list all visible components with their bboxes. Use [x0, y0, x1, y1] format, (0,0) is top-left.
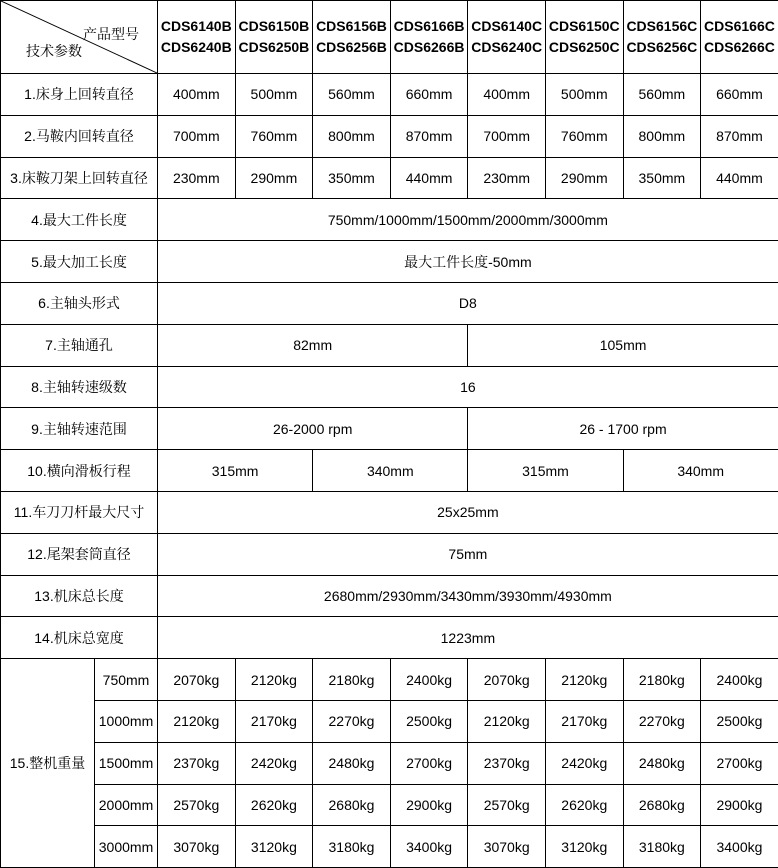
model-name: CDS6156C [624, 16, 701, 37]
weight-value: 2480kg [623, 742, 701, 784]
model-name: CDS6140B [158, 16, 235, 37]
model-name: CDS6250C [546, 37, 623, 58]
spec-row [1, 324, 778, 366]
row-label: 8.主轴转速级数 [1, 366, 158, 408]
weight-row [1, 659, 778, 701]
spec-value: 340mm [313, 450, 468, 492]
weight-value: 2070kg [158, 659, 236, 701]
column-header [623, 1, 701, 74]
row-label: 4.最大工件长度 [1, 199, 158, 241]
weight-value: 2070kg [468, 659, 546, 701]
column-header [235, 1, 313, 74]
weight-value: 2570kg [158, 784, 236, 826]
row-label: 3.床鞍刀架上回转直径 [1, 157, 158, 199]
weight-value: 2900kg [701, 784, 778, 826]
spec-row [1, 450, 778, 492]
model-name: CDS6150C [546, 16, 623, 37]
spec-value: 25x25mm [158, 491, 778, 533]
header-row [1, 1, 778, 74]
model-name: CDS6166C [701, 16, 778, 37]
row-label: 11.车刀刀杆最大尺寸 [1, 491, 158, 533]
weight-value: 2170kg [235, 700, 313, 742]
weight-value: 2370kg [158, 742, 236, 784]
weight-value: 3400kg [390, 826, 468, 868]
column-header [390, 1, 468, 74]
weight-value: 3400kg [701, 826, 778, 868]
workpiece-length: 3000mm [95, 826, 158, 868]
weight-value: 2700kg [701, 742, 778, 784]
column-header [701, 1, 778, 74]
model-name: CDS6266B [391, 37, 468, 58]
model-name: CDS6150B [236, 16, 313, 37]
column-header [468, 1, 546, 74]
spec-value: 350mm [313, 157, 391, 199]
spec-value: 230mm [158, 157, 236, 199]
weight-value: 2500kg [701, 700, 778, 742]
spec-value: D8 [158, 282, 778, 324]
weight-value: 2120kg [235, 659, 313, 701]
spec-value: 75mm [158, 533, 778, 575]
spec-value: 最大工件长度-50mm [158, 241, 778, 283]
weight-value: 3120kg [545, 826, 623, 868]
spec-row [1, 282, 778, 324]
row-label: 10.横向滑板行程 [1, 450, 158, 492]
row-label: 13.机床总长度 [1, 575, 158, 617]
spec-value: 290mm [545, 157, 623, 199]
row-label: 6.主轴头形式 [1, 282, 158, 324]
spec-value: 560mm [623, 74, 701, 116]
spec-row [1, 199, 778, 241]
row-label: 7.主轴通孔 [1, 324, 158, 366]
spec-value: 750mm/1000mm/1500mm/2000mm/3000mm [158, 199, 778, 241]
column-header [158, 1, 236, 74]
spec-value: 26 - 1700 rpm [468, 408, 778, 450]
spec-value: 800mm [623, 115, 701, 157]
weight-value: 2120kg [545, 659, 623, 701]
weight-value: 2180kg [313, 659, 391, 701]
weight-value: 2620kg [545, 784, 623, 826]
weight-value: 3180kg [623, 826, 701, 868]
workpiece-length: 2000mm [95, 784, 158, 826]
model-name: CDS6240B [158, 37, 235, 58]
weight-value: 3070kg [468, 826, 546, 868]
product-model-label: 产品型号 [83, 24, 139, 44]
spec-value: 870mm [390, 115, 468, 157]
weight-value: 2400kg [390, 659, 468, 701]
model-name: CDS6156B [313, 16, 390, 37]
column-header [313, 1, 391, 74]
spec-row [1, 491, 778, 533]
spec-value: 660mm [390, 74, 468, 116]
row-label: 1.床身上回转直径 [1, 74, 158, 116]
spec-value: 230mm [468, 157, 546, 199]
weight-value: 2120kg [468, 700, 546, 742]
weight-value: 2120kg [158, 700, 236, 742]
spec-value: 440mm [701, 157, 778, 199]
weight-value: 3070kg [158, 826, 236, 868]
spec-value: 400mm [468, 74, 546, 116]
row-label: 2.马鞍内回转直径 [1, 115, 158, 157]
weight-value: 2700kg [390, 742, 468, 784]
spec-row [1, 366, 778, 408]
weight-value: 2170kg [545, 700, 623, 742]
weight-value: 2570kg [468, 784, 546, 826]
model-name: CDS6166B [391, 16, 468, 37]
weight-value: 2500kg [390, 700, 468, 742]
weight-value: 2680kg [623, 784, 701, 826]
spec-row [1, 74, 778, 116]
model-name: CDS6240C [468, 37, 545, 58]
workpiece-length: 750mm [95, 659, 158, 701]
spec-value: 700mm [158, 115, 236, 157]
corner-cell [1, 1, 158, 74]
spec-row [1, 617, 778, 659]
spec-value: 2680mm/2930mm/3430mm/3930mm/4930mm [158, 575, 778, 617]
weight-value: 3120kg [235, 826, 313, 868]
weight-value: 2180kg [623, 659, 701, 701]
weight-section-label: 15.整机重量 [1, 659, 95, 868]
weight-value: 2400kg [701, 659, 778, 701]
weight-value: 2480kg [313, 742, 391, 784]
weight-row [1, 784, 778, 826]
spec-value: 500mm [545, 74, 623, 116]
model-name: CDS6250B [236, 37, 313, 58]
weight-value: 2270kg [623, 700, 701, 742]
spec-value: 350mm [623, 157, 701, 199]
spec-value: 400mm [158, 74, 236, 116]
weight-row [1, 742, 778, 784]
row-label: 12.尾架套筒直径 [1, 533, 158, 575]
spec-row [1, 115, 778, 157]
row-label: 9.主轴转速范围 [1, 408, 158, 450]
spec-value: 800mm [313, 115, 391, 157]
spec-value: 315mm [468, 450, 623, 492]
spec-value: 870mm [701, 115, 778, 157]
spec-value: 700mm [468, 115, 546, 157]
weight-value: 2900kg [390, 784, 468, 826]
spec-value: 315mm [158, 450, 313, 492]
row-label: 5.最大加工长度 [1, 241, 158, 283]
spec-value: 16 [158, 366, 778, 408]
spec-value: 760mm [235, 115, 313, 157]
model-name: CDS6256C [624, 37, 701, 58]
spec-value: 760mm [545, 115, 623, 157]
weight-value: 2420kg [545, 742, 623, 784]
tech-params-label: 技术参数 [26, 41, 82, 61]
row-label: 14.机床总宽度 [1, 617, 158, 659]
weight-row [1, 826, 778, 868]
weight-value: 3180kg [313, 826, 391, 868]
weight-value: 2420kg [235, 742, 313, 784]
weight-value: 2680kg [313, 784, 391, 826]
column-header [545, 1, 623, 74]
model-name: CDS6140C [468, 16, 545, 37]
spec-value: 440mm [390, 157, 468, 199]
spec-row [1, 575, 778, 617]
spec-row [1, 157, 778, 199]
workpiece-length: 1000mm [95, 700, 158, 742]
model-name: CDS6256B [313, 37, 390, 58]
spec-value: 105mm [468, 324, 778, 366]
spec-value: 82mm [158, 324, 468, 366]
spec-value: 290mm [235, 157, 313, 199]
spec-row [1, 533, 778, 575]
spec-value: 660mm [701, 74, 778, 116]
spec-value: 1223mm [158, 617, 778, 659]
spec-value: 500mm [235, 74, 313, 116]
spec-row [1, 241, 778, 283]
model-name: CDS6266C [701, 37, 778, 58]
workpiece-length: 1500mm [95, 742, 158, 784]
spec-row [1, 408, 778, 450]
spec-value: 26-2000 rpm [158, 408, 468, 450]
spec-value: 340mm [623, 450, 778, 492]
weight-value: 2270kg [313, 700, 391, 742]
weight-value: 2370kg [468, 742, 546, 784]
spec-value: 560mm [313, 74, 391, 116]
weight-value: 2620kg [235, 784, 313, 826]
weight-row [1, 700, 778, 742]
